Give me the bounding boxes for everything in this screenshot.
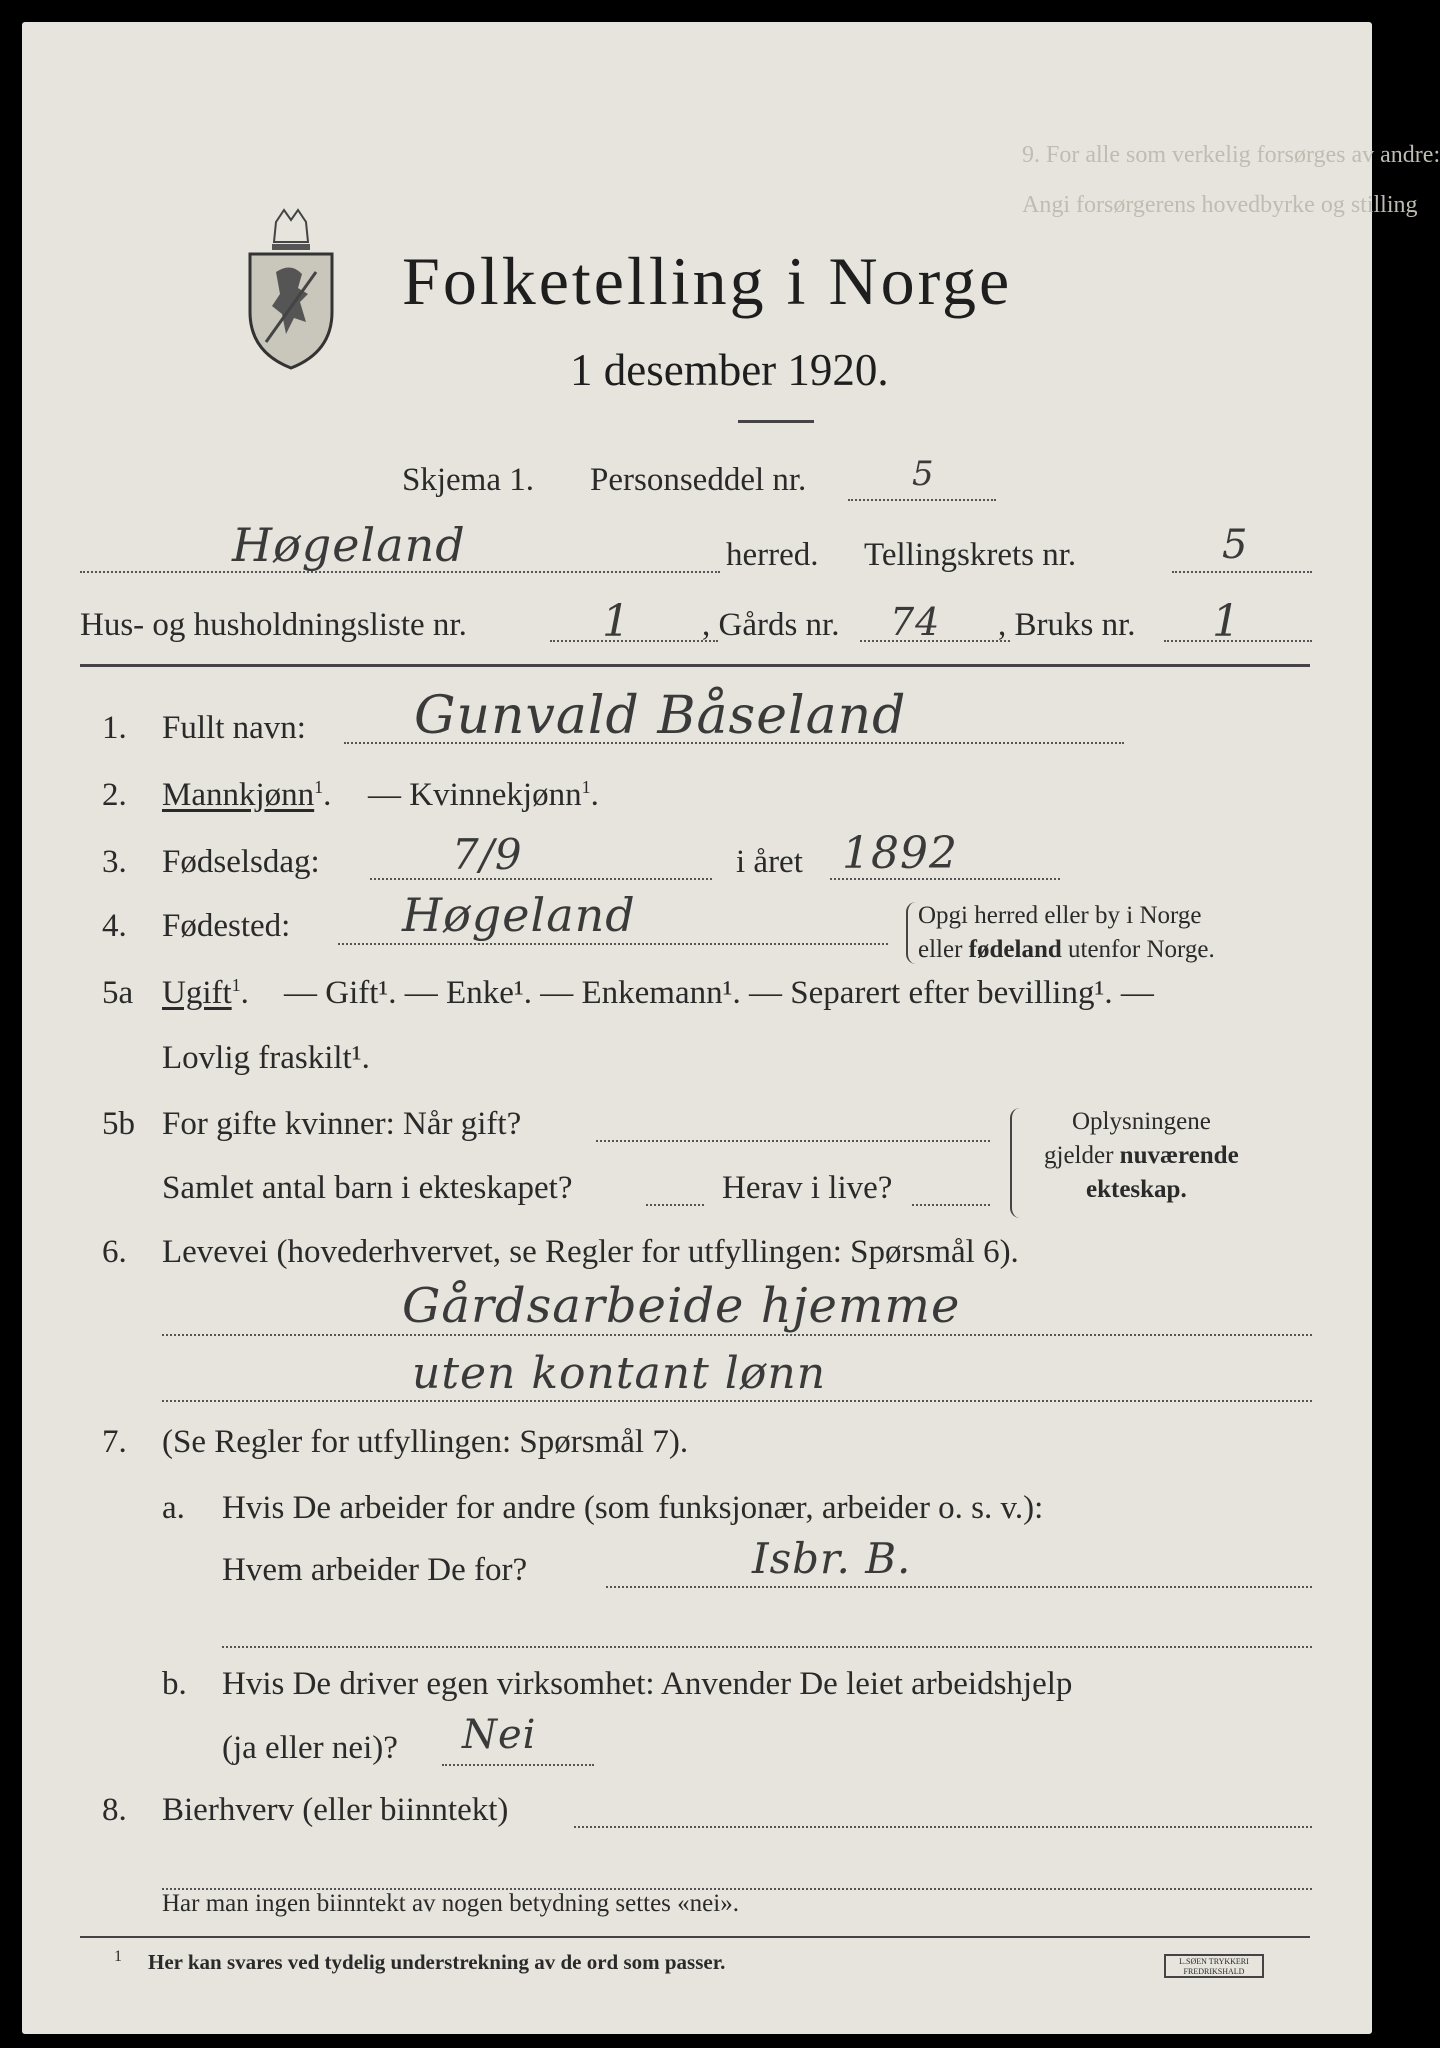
q5b-note-brace — [1010, 1108, 1022, 1218]
hired-help-value[interactable]: Nei — [462, 1712, 537, 1758]
q6-number: 6. — [102, 1234, 127, 1270]
q5b-alive-label: Herav i live? — [722, 1170, 893, 1206]
tellingskrets-value[interactable]: 5 — [1222, 522, 1249, 568]
census-form-page — [22, 22, 1440, 2034]
q7a-line2[interactable] — [222, 1646, 1312, 1648]
q8-line[interactable] — [574, 1826, 1312, 1828]
q2-number: 2. — [102, 777, 127, 813]
hus-line — [550, 640, 718, 642]
q4-note-line1: Opgi herred eller by i Norge — [918, 902, 1202, 929]
q3-number: 3. — [102, 844, 127, 880]
q5b-note-line1: Oplysningene — [1072, 1108, 1211, 1135]
occupation-value-2[interactable]: uten kontant lønn — [412, 1348, 827, 1399]
q5b-note-line2: gjelder nuværende — [1044, 1142, 1239, 1169]
q7-label: (Se Regler for utfyllingen: Spørsmål 7). — [162, 1424, 689, 1460]
q3-line — [370, 878, 712, 880]
printer-stamp: L.SØEN TRYKKERI FREDRIKSHALD — [1164, 1954, 1264, 1978]
q4-number: 4. — [102, 908, 127, 944]
q4-label: Fødested: — [162, 908, 291, 944]
form-date: 1 desember 1920. — [570, 345, 889, 395]
title-divider — [738, 420, 814, 423]
bleed-through-text: Angi forsørgerens hovedbyrke og stilling — [1022, 192, 1418, 218]
q4-note-brace — [906, 902, 916, 964]
bleed-through-text: 9. For alle som verkelig forsørges av andre: — [1022, 142, 1440, 168]
q5a-options[interactable]: — Gift¹. — Enke¹. — Enkemann¹. — Separert efter bevilling¹. — — [284, 975, 1154, 1011]
q7a-question: Hvem arbeider De for? — [222, 1552, 528, 1588]
employer-value[interactable]: Isbr. B. — [752, 1534, 912, 1583]
q6-label: Levevei (hovederhvervet, se Regler for utfyllingen: Spørsmål 6). — [162, 1234, 1019, 1270]
bruks-value[interactable]: 1 — [1212, 596, 1241, 647]
q5a-number: 5a — [102, 975, 134, 1011]
gards-label: , Gårds nr. — [702, 607, 840, 643]
q1-label: Fullt navn: — [162, 710, 306, 746]
hus-value[interactable]: 1 — [602, 596, 631, 647]
q3-year-label: i året — [736, 844, 803, 880]
birth-year-value[interactable]: 1892 — [842, 828, 958, 879]
q7b-line — [442, 1764, 594, 1766]
personseddel-line — [848, 499, 996, 501]
coat-of-arms-icon — [236, 202, 346, 372]
q2-female-label: — Kvinnekjønn — [368, 777, 582, 813]
q8-number: 8. — [102, 1792, 127, 1828]
q7a-label: Hvis De arbeider for andre (som funksjonær, arbeider o. s. v.): — [222, 1490, 1044, 1526]
q2-female-option[interactable]: — Kvinnekjønn$^1$. — [368, 777, 599, 813]
schema-label: Skjema 1. — [402, 462, 534, 498]
q7b-number: b. — [162, 1666, 187, 1702]
gards-value[interactable]: 74 — [890, 600, 941, 644]
footer-divider — [80, 1936, 1310, 1938]
q7a-number: a. — [162, 1490, 185, 1526]
personseddel-value[interactable]: 5 — [912, 454, 935, 494]
form-title: Folketelling i Norge — [402, 243, 1013, 319]
q3-label: Fødselsdag: — [162, 844, 320, 880]
tellingskrets-label: Tellingskrets nr. — [864, 537, 1077, 573]
q2-male-option[interactable]: Mannkjønn$^1$. — [162, 777, 332, 813]
q1-number: 1. — [102, 710, 127, 746]
tellingskrets-line — [1172, 571, 1312, 573]
personseddel-label: Personseddel nr. — [590, 462, 807, 498]
footnote-mark: 1 — [114, 1948, 122, 1965]
footer-note: Har man ingen biinntekt av nogen betydning settes «nei». — [162, 1890, 739, 1917]
birthplace-value[interactable]: Høgeland — [402, 888, 636, 942]
q5b-note-line3: ekteskap. — [1086, 1176, 1187, 1203]
q7-number: 7. — [102, 1424, 127, 1460]
q2-male-label: Mannkjønn — [162, 777, 315, 813]
q6-line2 — [162, 1400, 1312, 1402]
q5a-ugift-label: Ugift — [162, 975, 232, 1011]
header-divider — [80, 664, 1310, 667]
q5b-children-label: Samlet antal barn i ekteskapet? — [162, 1170, 573, 1206]
q5a-ugift-option[interactable]: Ugift$^1$. — [162, 975, 249, 1011]
q7a-line — [606, 1586, 1312, 1588]
q8-label: Bierhverv (eller biinntekt) — [162, 1792, 509, 1828]
q5b-alive-line[interactable] — [912, 1204, 990, 1206]
q5b-children-line[interactable] — [646, 1204, 704, 1206]
occupation-value-1[interactable]: Gårdsarbeide hjemme — [402, 1278, 961, 1334]
herred-value[interactable]: Høgeland — [232, 518, 466, 572]
birthday-value[interactable]: 7/9 — [452, 830, 523, 879]
q4-line — [338, 943, 888, 945]
full-name-value[interactable]: Gunvald Båseland — [414, 686, 907, 746]
q5b-number: 5b — [102, 1106, 135, 1142]
q5a-line2[interactable]: Lovlig fraskilt¹. — [162, 1040, 370, 1076]
q6-line1 — [162, 1334, 1312, 1336]
q5b-married-line[interactable] — [596, 1140, 990, 1142]
q7b-label: Hvis De driver egen virksomhet: Anvender De leiet arbeidshjelp — [222, 1666, 1073, 1702]
q7b-question: (ja eller nei)? — [222, 1730, 398, 1766]
q5b-label: For gifte kvinner: Når gift? — [162, 1106, 522, 1142]
herred-label: herred. — [726, 537, 819, 573]
footnote-text: Her kan svares ved tydelig understrekning av de ord som passer. — [148, 1950, 726, 1974]
q4-note-line2: eller fødeland utenfor Norge. — [918, 936, 1215, 963]
hus-label: Hus- og husholdningsliste nr. — [80, 607, 467, 643]
bruks-label: , Bruks nr. — [998, 607, 1136, 643]
